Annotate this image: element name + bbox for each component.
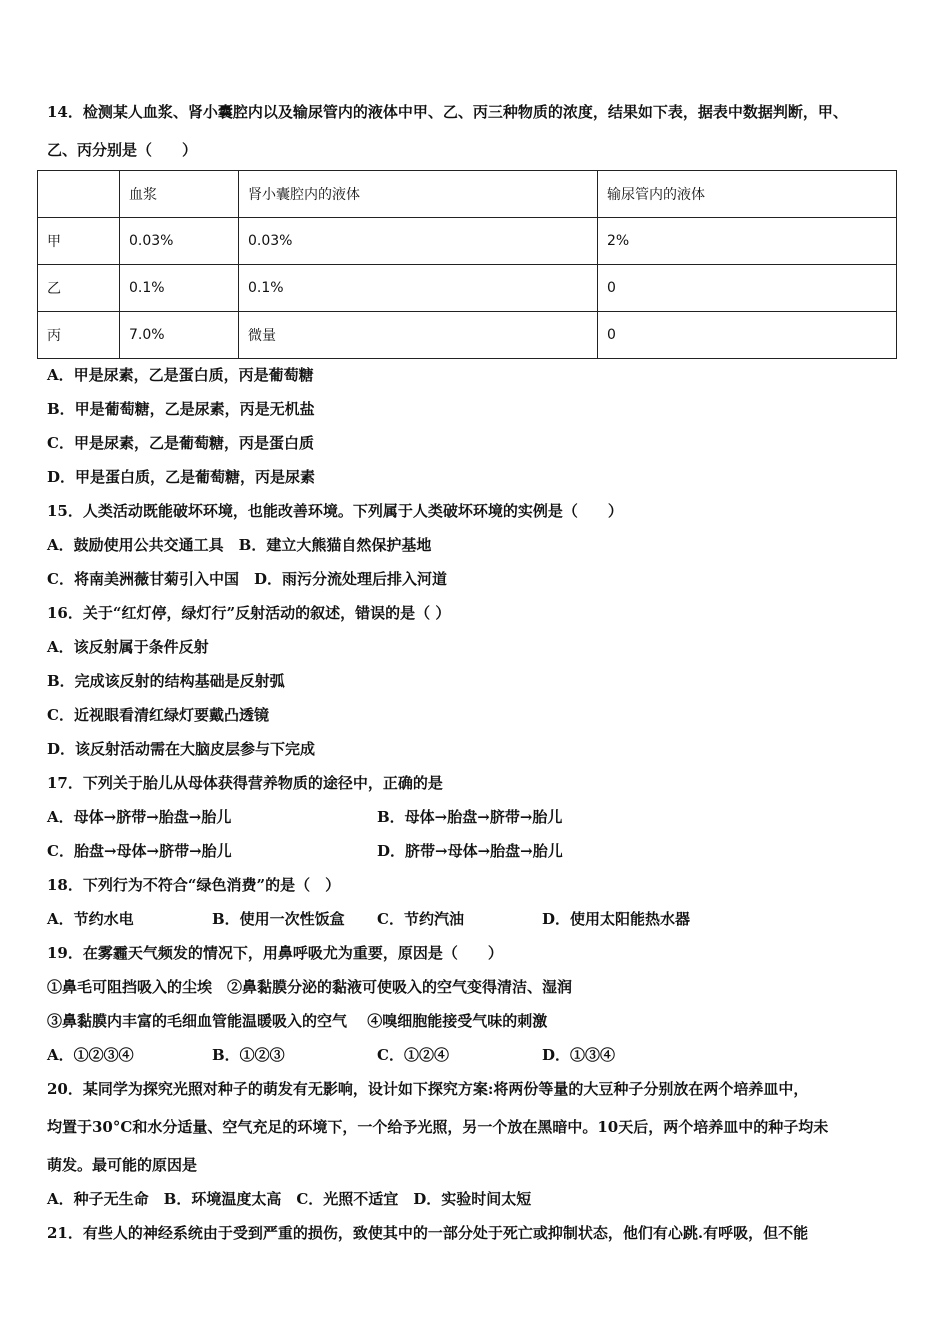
table-cell: 2% (598, 218, 897, 265)
q20-stem-line3: 萌发。最可能的原因是 (47, 1156, 198, 1174)
q19-option-b: B．①②③ (212, 1046, 285, 1064)
q18-option-b: B．使用一次性饭盒 (212, 910, 345, 928)
table-cell: 输尿管内的液体 (598, 171, 897, 218)
table-cell: 0 (598, 312, 897, 359)
q16-option-d: D．该反射活动需在大脑皮层参与下完成 (47, 740, 316, 758)
q14-option-d: D．甲是蛋白质，乙是葡萄糖，丙是尿素 (47, 468, 316, 486)
q19-stem: 19．在雾霾天气频发的情况下，用鼻呼吸尤为重要，原因是（ ） (47, 944, 503, 962)
table-row (38, 265, 897, 312)
table-row (38, 218, 897, 265)
q14-option-b: B．甲是葡萄糖，乙是尿素，丙是无机盐 (47, 400, 315, 418)
q17-option-c: C．胎盘→母体→脐带→胎儿 (47, 842, 232, 860)
q16-option-c: C．近视眼看清红绿灯要戴凸透镜 (47, 706, 269, 724)
q16-stem: 16．关于“红灯停，绿灯行”反射活动的叙述，错误的是（ ） (47, 604, 451, 622)
q15-stem: 15．人类活动既能破坏环境，也能改善环境。下列属于人类破坏环境的实例是（ ） (47, 502, 623, 520)
q19-option-a: A．①②③④ (47, 1046, 134, 1064)
table-cell (38, 171, 120, 218)
table-cell: 0.03% (120, 218, 239, 265)
q14-option-a: A．甲是尿素，乙是蛋白质，丙是葡萄糖 (47, 366, 314, 384)
q21-stem-line1: 21．有些人的神经系统由于受到严重的损伤，致使其中的一部分处于死亡或抑制状态，他们有心跳.有呼吸，但不能 (47, 1224, 809, 1242)
q17-stem: 17．下列关于胎儿从母体获得营养物质的途径中，正确的是 (47, 774, 443, 792)
q17-option-d: D．脐带→母体→胎盘→胎儿 (377, 842, 563, 860)
q17-option-b: B．母体→胎盘→脐带→胎儿 (377, 808, 563, 826)
table-cell: 0.1% (239, 265, 598, 312)
q15-options-line1: A．鼓励使用公共交通工具 B．建立大熊猫自然保护基地 (47, 536, 432, 554)
q18-option-a: A．节约水电 (47, 910, 134, 928)
table-header-row (38, 171, 897, 218)
table-cell: 微量 (239, 312, 598, 359)
table-cell: 0.1% (120, 265, 239, 312)
q19-option-d: D．①③④ (542, 1046, 616, 1064)
q17-option-a: A．母体→脐带→胎盘→胎儿 (47, 808, 232, 826)
table-cell: 血浆 (120, 171, 239, 218)
q15-options-line2: C．将南美洲薇甘菊引入中国 D．雨污分流处理后排入河道 (47, 570, 447, 588)
q20-stem-line2: 均置于30°C和水分适量、空气充足的环境下，一个给予光照，另一个放在黑暗中。10天后，两个培养皿中的种子均未 (47, 1118, 829, 1136)
table-cell: 甲 (38, 218, 120, 265)
q14-table (37, 170, 897, 359)
q14-stem-line2: 乙、丙分别是（ ） (47, 141, 198, 159)
table-cell: 乙 (38, 265, 120, 312)
q14-option-c: C．甲是尿素，乙是葡萄糖，丙是蛋白质 (47, 434, 314, 452)
table-cell: 肾小囊腔内的液体 (239, 171, 598, 218)
table-cell: 0.03% (239, 218, 598, 265)
q20-options: A．种子无生命 B．环境温度太高 C．光照不适宜 D．实验时间太短 (47, 1190, 532, 1208)
table-row (38, 312, 897, 359)
q19-option-c: C．①②④ (377, 1046, 449, 1064)
table-cell: 0 (598, 265, 897, 312)
q18-option-d: D．使用太阳能热水器 (542, 910, 691, 928)
q19-statements-1: ①鼻毛可阻挡吸入的尘埃 ②鼻黏膜分泌的黏液可使吸入的空气变得清洁、湿润 (47, 978, 573, 996)
q14-stem-line1: 14．检测某人血浆、肾小囊腔内以及输尿管内的液体中甲、乙、丙三种物质的浓度，结果如下表，据表中数据判断，甲、 (47, 103, 848, 121)
q18-stem: 18．下列行为不符合“绿色消费”的是（ ） (47, 876, 341, 894)
q20-stem-line1: 20．某同学为探究光照对种子的萌发有无影响，设计如下探究方案:将两份等量的大豆种子分别放在两个培养皿中， (47, 1080, 809, 1098)
table-cell: 丙 (38, 312, 120, 359)
q18-option-c: C．节约汽油 (377, 910, 464, 928)
table-cell: 7.0% (120, 312, 239, 359)
q16-option-b: B．完成该反射的结构基础是反射弧 (47, 672, 285, 690)
q19-statements-2: ③鼻黏膜内丰富的毛细血管能温暖吸入的空气 ④嗅细胞能接受气味的刺激 (47, 1012, 548, 1030)
q16-option-a: A．该反射属于条件反射 (47, 638, 209, 656)
